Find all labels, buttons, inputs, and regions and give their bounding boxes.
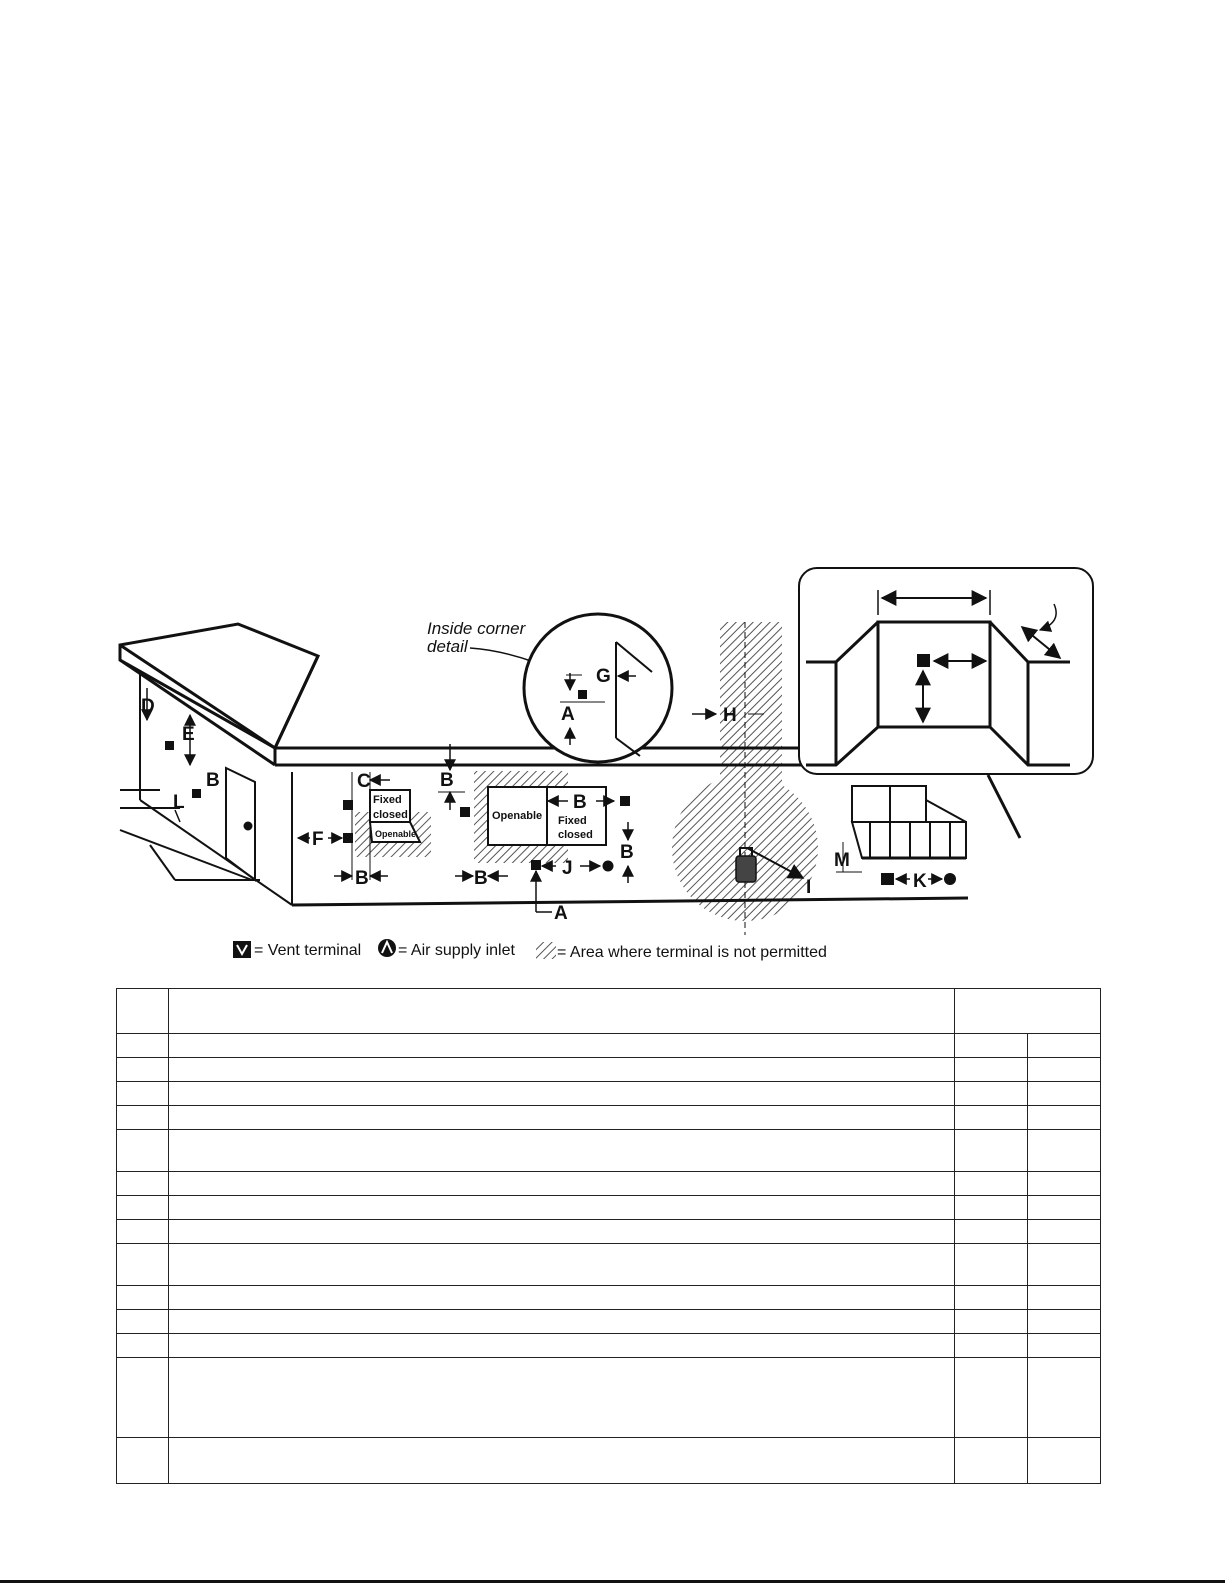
vent-terminal-icon bbox=[881, 873, 894, 885]
table-cell bbox=[117, 1106, 169, 1130]
table-cell bbox=[117, 989, 169, 1034]
table-cell bbox=[117, 1358, 169, 1438]
legend bbox=[233, 939, 827, 961]
table-cell bbox=[1028, 1106, 1101, 1130]
table-cell bbox=[117, 1058, 169, 1082]
gas-meter bbox=[736, 856, 756, 882]
label-k: K bbox=[913, 871, 927, 892]
label-j: J bbox=[562, 858, 573, 879]
table-cell bbox=[954, 1130, 1028, 1172]
table-cell bbox=[954, 1106, 1028, 1130]
table-row bbox=[117, 1082, 1101, 1106]
table-cell bbox=[954, 1220, 1028, 1244]
table-header-row bbox=[117, 989, 1101, 1034]
table-cell bbox=[954, 1172, 1028, 1196]
table-row bbox=[117, 1244, 1101, 1286]
table-row bbox=[117, 1438, 1101, 1484]
label-b-4: B bbox=[573, 792, 587, 813]
window-label-openable: Openable bbox=[492, 810, 543, 822]
label-b-5: B bbox=[620, 842, 634, 863]
vent-terminal-icon bbox=[165, 741, 174, 750]
table-cell bbox=[954, 1310, 1028, 1334]
vent-terminal-icon bbox=[531, 860, 541, 870]
label-a-inset: A bbox=[561, 704, 575, 725]
table-cell bbox=[117, 1130, 169, 1172]
table-cell bbox=[169, 1220, 954, 1244]
inset-caption-1: Inside corner bbox=[427, 619, 526, 638]
table-cell bbox=[1028, 1130, 1101, 1172]
table-row bbox=[117, 1358, 1101, 1438]
table-cell bbox=[954, 1286, 1028, 1310]
table-cell bbox=[169, 1106, 954, 1130]
inside-corner-inset bbox=[427, 614, 672, 762]
table-cell bbox=[117, 1082, 169, 1106]
table-cell bbox=[954, 989, 1100, 1034]
legend-vent-terminal: = Vent terminal bbox=[254, 942, 362, 959]
table-cell bbox=[169, 1172, 954, 1196]
table-cell bbox=[169, 1082, 954, 1106]
table-cell bbox=[117, 1438, 169, 1484]
page-bottom-rule bbox=[0, 1580, 1225, 1583]
table-row bbox=[117, 1130, 1101, 1172]
table-cell bbox=[169, 1334, 954, 1358]
table-cell bbox=[954, 1334, 1028, 1358]
window-label-closed: closed bbox=[373, 809, 408, 821]
legend-not-permitted: = Area where terminal is not permitted bbox=[557, 944, 827, 961]
table-row bbox=[117, 1106, 1101, 1130]
table-cell bbox=[1028, 1058, 1101, 1082]
table-cell bbox=[169, 1358, 954, 1438]
hatch-legend-swatch bbox=[536, 942, 556, 959]
table-cell bbox=[1028, 1244, 1101, 1286]
table-cell bbox=[117, 1244, 169, 1286]
table-cell bbox=[169, 1310, 954, 1334]
label-e: E bbox=[182, 724, 195, 745]
air-inlet-icon bbox=[603, 861, 614, 872]
table-cell bbox=[1028, 1438, 1101, 1484]
table-row bbox=[117, 1310, 1101, 1334]
window-label-openable-small: Openable bbox=[375, 829, 417, 839]
label-m: M bbox=[834, 850, 850, 871]
legend-air-supply-inlet: = Air supply inlet bbox=[398, 942, 515, 959]
table-cell bbox=[169, 1130, 954, 1172]
label-b: B bbox=[206, 770, 220, 791]
table-cell bbox=[1028, 1082, 1101, 1106]
vent-terminal-icon bbox=[460, 807, 470, 817]
inset-caption-2: detail bbox=[427, 637, 468, 656]
table-cell bbox=[954, 1058, 1028, 1082]
table-cell bbox=[1028, 1220, 1101, 1244]
table-cell bbox=[1028, 1310, 1101, 1334]
label-b-6: B bbox=[474, 868, 488, 889]
label-h: H bbox=[723, 705, 737, 726]
table-cell bbox=[117, 1334, 169, 1358]
label-b-2: B bbox=[355, 868, 369, 889]
table-row bbox=[117, 1286, 1101, 1310]
table-row bbox=[117, 1220, 1101, 1244]
table-cell bbox=[169, 1034, 954, 1058]
window-label-closed-2: closed bbox=[558, 829, 593, 841]
label-a: A bbox=[554, 903, 568, 924]
table-cell bbox=[1028, 1196, 1101, 1220]
table-cell bbox=[954, 1244, 1028, 1286]
label-i: I bbox=[806, 877, 812, 898]
table-row bbox=[117, 1196, 1101, 1220]
table-row bbox=[117, 1034, 1101, 1058]
vent-terminal-icon bbox=[578, 690, 587, 699]
table-cell bbox=[1028, 1358, 1101, 1438]
table-cell bbox=[954, 1082, 1028, 1106]
table-cell bbox=[954, 1438, 1028, 1484]
table-cell bbox=[117, 1286, 169, 1310]
table-cell bbox=[954, 1034, 1028, 1058]
label-l: L bbox=[173, 792, 185, 813]
table-row bbox=[117, 1334, 1101, 1358]
deck-group bbox=[836, 786, 966, 872]
table-cell bbox=[117, 1172, 169, 1196]
table-cell bbox=[117, 1310, 169, 1334]
table-cell bbox=[169, 1196, 954, 1220]
label-f: F bbox=[312, 829, 324, 850]
table-cell bbox=[169, 1058, 954, 1082]
label-g: G bbox=[596, 666, 611, 687]
table-cell bbox=[117, 1196, 169, 1220]
table-cell bbox=[169, 1438, 954, 1484]
table-cell bbox=[954, 1196, 1028, 1220]
label-b-3: B bbox=[440, 770, 454, 791]
table-cell bbox=[117, 1034, 169, 1058]
table-cell bbox=[1028, 1334, 1101, 1358]
label-d: D bbox=[141, 696, 155, 717]
vent-terminal-icon bbox=[192, 789, 201, 798]
vent-terminal-icon bbox=[620, 796, 630, 806]
air-inlet-icon bbox=[944, 873, 956, 885]
table-cell bbox=[1028, 1286, 1101, 1310]
window-label-fixed-2: Fixed bbox=[558, 815, 587, 827]
table-cell bbox=[169, 1244, 954, 1286]
roof-left bbox=[120, 624, 318, 748]
table-cell bbox=[1028, 1172, 1101, 1196]
window-label-fixed: Fixed bbox=[373, 794, 402, 806]
table-row bbox=[117, 1172, 1101, 1196]
label-c: C bbox=[357, 771, 371, 792]
overhang-inset bbox=[799, 568, 1093, 838]
table-cell bbox=[1028, 1034, 1101, 1058]
table-cell bbox=[169, 1286, 954, 1310]
vent-terminal-square bbox=[917, 654, 930, 667]
table-cell bbox=[954, 1358, 1028, 1438]
table-cell bbox=[169, 989, 954, 1034]
clearance-table bbox=[116, 988, 1101, 1484]
table-cell bbox=[117, 1220, 169, 1244]
table-row bbox=[117, 1058, 1101, 1082]
